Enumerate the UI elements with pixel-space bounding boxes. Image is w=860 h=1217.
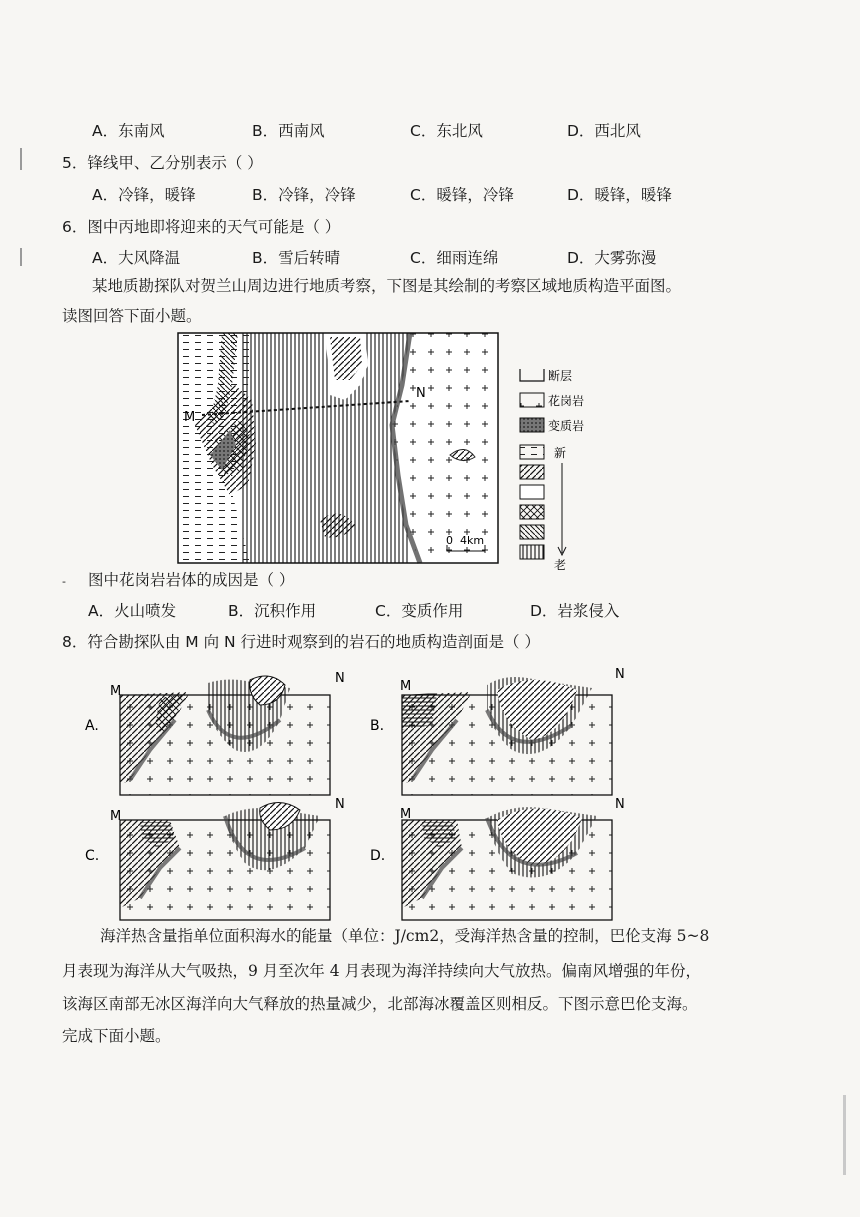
scale-distance: 4km	[460, 534, 485, 547]
q6-option-c[interactable]: C．细雨连绵	[410, 249, 499, 267]
scan-edge	[843, 1095, 846, 1175]
q8-stem: 8．符合勘探队由 M 向 N 行进时观察到的岩石的地质构造剖面是（ ）	[62, 633, 540, 651]
q5-option-a[interactable]: A．冷锋，暖锋	[92, 186, 196, 204]
section-b[interactable]	[402, 677, 612, 795]
ocean-intro-line-3: 该海区南部无冰区海洋向大气释放的热量减少，北部海冰覆盖区则相反。下图示意巴伦支海。	[62, 995, 698, 1013]
q5-option-c[interactable]: C．暖锋，冷锋	[410, 186, 514, 204]
section-c[interactable]	[120, 802, 330, 920]
geology-intro-line-2: 读图回答下面小题。	[62, 307, 202, 325]
section-b-n: N	[615, 667, 625, 682]
q7-option-a[interactable]: A．火山喷发	[88, 602, 177, 620]
legend-fault: 断层	[548, 369, 573, 383]
q5-option-b[interactable]: B．冷锋，冷锋	[252, 186, 356, 204]
q5-stem: 5．锋线甲、乙分别表示（ ）	[62, 154, 263, 172]
geology-map	[170, 325, 585, 572]
q6-option-b[interactable]: B．雪后转晴	[252, 249, 341, 267]
section-d-n: N	[615, 797, 625, 812]
section-a-n: N	[335, 671, 345, 686]
map-legend	[520, 368, 584, 572]
section-b-letter[interactable]: B.	[370, 718, 385, 734]
q6-stem: 6．图中丙地即将迎来的天气可能是（ ）	[62, 218, 341, 236]
q7-option-b[interactable]: B．沉积作用	[228, 602, 317, 620]
q7-option-d[interactable]: D．岩浆侵入	[530, 602, 620, 620]
legend-granite: 花岗岩	[548, 394, 585, 408]
section-d-letter[interactable]: D.	[370, 848, 386, 864]
q5-option-d[interactable]: D．暖锋，暖锋	[567, 186, 672, 204]
scale-zero: 0	[446, 534, 453, 547]
map-label-m: M	[184, 410, 196, 425]
section-c-n: N	[335, 797, 345, 812]
q7-option-c[interactable]: C．变质作用	[375, 602, 464, 620]
scan-mark	[20, 248, 22, 266]
q4-option-b[interactable]: B．西南风	[252, 122, 325, 140]
q4-option-c[interactable]: C．东北风	[410, 122, 483, 140]
ocean-intro-line-1: 海洋热含量指单位面积海水的能量（单位：J/cm2，受海洋热含量的控制，巴伦支海 5~8	[100, 927, 710, 945]
q6-option-d[interactable]: D．大雾弥漫	[567, 249, 657, 267]
q4-option-a[interactable]: A．东南风	[92, 122, 165, 140]
legend-old: 老	[554, 558, 567, 572]
section-c-m: M	[110, 809, 122, 824]
section-c-letter[interactable]: C.	[85, 848, 100, 864]
q4-option-d[interactable]: D．西北风	[567, 122, 641, 140]
q7-stem: 图中花岗岩岩体的成因是（ ）	[88, 571, 295, 589]
legend-metamorphic: 变质岩	[548, 419, 585, 433]
section-b-m: M	[400, 679, 412, 694]
q7-number-mark: -	[62, 575, 66, 588]
section-d-m: M	[400, 807, 412, 822]
cross-sections[interactable]	[80, 660, 660, 920]
section-a[interactable]	[120, 676, 330, 795]
map-label-n: N	[416, 386, 426, 401]
section-d[interactable]	[402, 807, 612, 920]
section-a-letter[interactable]: A.	[85, 718, 99, 734]
geology-intro-line-1: 某地质勘探队对贺兰山周边进行地质考察，下图是其绘制的考察区域地质构造平面图。	[92, 277, 682, 295]
ocean-intro-line-2: 月表现为海洋从大气吸热，9 月至次年 4 月表现为海洋持续向大气放热。偏南风增强的年份，	[62, 962, 702, 980]
ocean-intro-line-4: 完成下面小题。	[62, 1027, 171, 1045]
legend-new: 新	[554, 446, 567, 460]
scan-mark	[20, 148, 22, 170]
q6-option-a[interactable]: A．大风降温	[92, 249, 181, 267]
section-a-m: M	[110, 684, 122, 699]
